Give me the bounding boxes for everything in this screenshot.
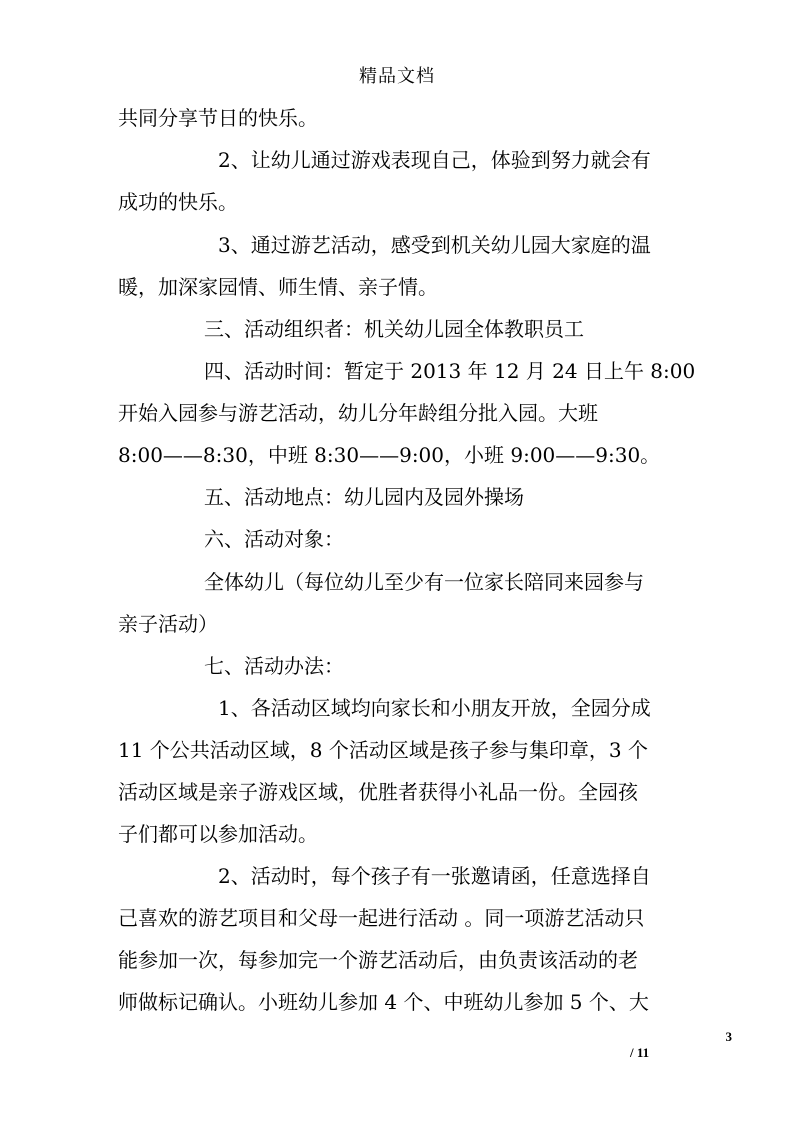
body-line: 师做标记确认。小班幼儿参加 4 个、中班幼儿参加 5 个、大 bbox=[118, 990, 649, 1014]
body-line: 七、活动办法： bbox=[204, 654, 344, 678]
body-line: 五、活动地点：幼儿园内及园外操场 bbox=[204, 485, 524, 509]
body-line: 全体幼儿（每位幼儿至少有一位家长陪同来园参与 bbox=[204, 570, 644, 594]
body-line: 1、各活动区域均向家长和小朋友开放，全园分成 bbox=[218, 696, 651, 720]
body-line: 成功的快乐。 bbox=[118, 190, 238, 214]
body-line: 2、活动时，每个孩子有一张邀请函，任意选择自 bbox=[218, 864, 651, 888]
body-line: 能参加一次，每参加完一个游艺活动后，由负责该活动的老 bbox=[118, 948, 638, 972]
body-line: 开始入园参与游艺活动，幼儿分年龄组分批入园。大班 bbox=[118, 401, 598, 425]
body-line: 四、活动时间：暂定于 2013 年 12 月 24 日上午 8:00 bbox=[204, 359, 696, 383]
body-line: 共同分享节日的快乐。 bbox=[118, 106, 318, 130]
body-line: 活动区域是亲子游戏区域，优胜者获得小礼品一份。全园孩 bbox=[118, 780, 638, 804]
body-line: 亲子活动） bbox=[118, 612, 218, 636]
body-line: 11 个公共活动区域，8 个活动区域是孩子参与集印章，3 个 bbox=[118, 738, 648, 762]
body-line: 六、活动对象： bbox=[204, 527, 344, 551]
body-line: 2、让幼儿通过游戏表现自己，体验到努力就会有 bbox=[218, 148, 651, 172]
body-line: 8:00——8:30，中班 8:30——9:00，小班 9:00——9:30。 bbox=[118, 443, 661, 467]
body-line: 三、活动组织者：机关幼儿园全体教职员工 bbox=[204, 317, 584, 341]
body-line: 子们都可以参加活动。 bbox=[118, 822, 318, 846]
body-line: 己喜欢的游艺项目和父母一起进行活动 。同一项游艺活动只 bbox=[118, 906, 645, 930]
body-line: 暖，加深家园情、师生情、亲子情。 bbox=[118, 275, 438, 299]
page-header: 精品文档 bbox=[359, 66, 435, 87]
body-line: 3、通过游艺活动，感受到机关幼儿园大家庭的温 bbox=[218, 233, 651, 257]
page-number: 3 bbox=[725, 1029, 732, 1044]
page-total: / 11 bbox=[630, 1045, 650, 1060]
